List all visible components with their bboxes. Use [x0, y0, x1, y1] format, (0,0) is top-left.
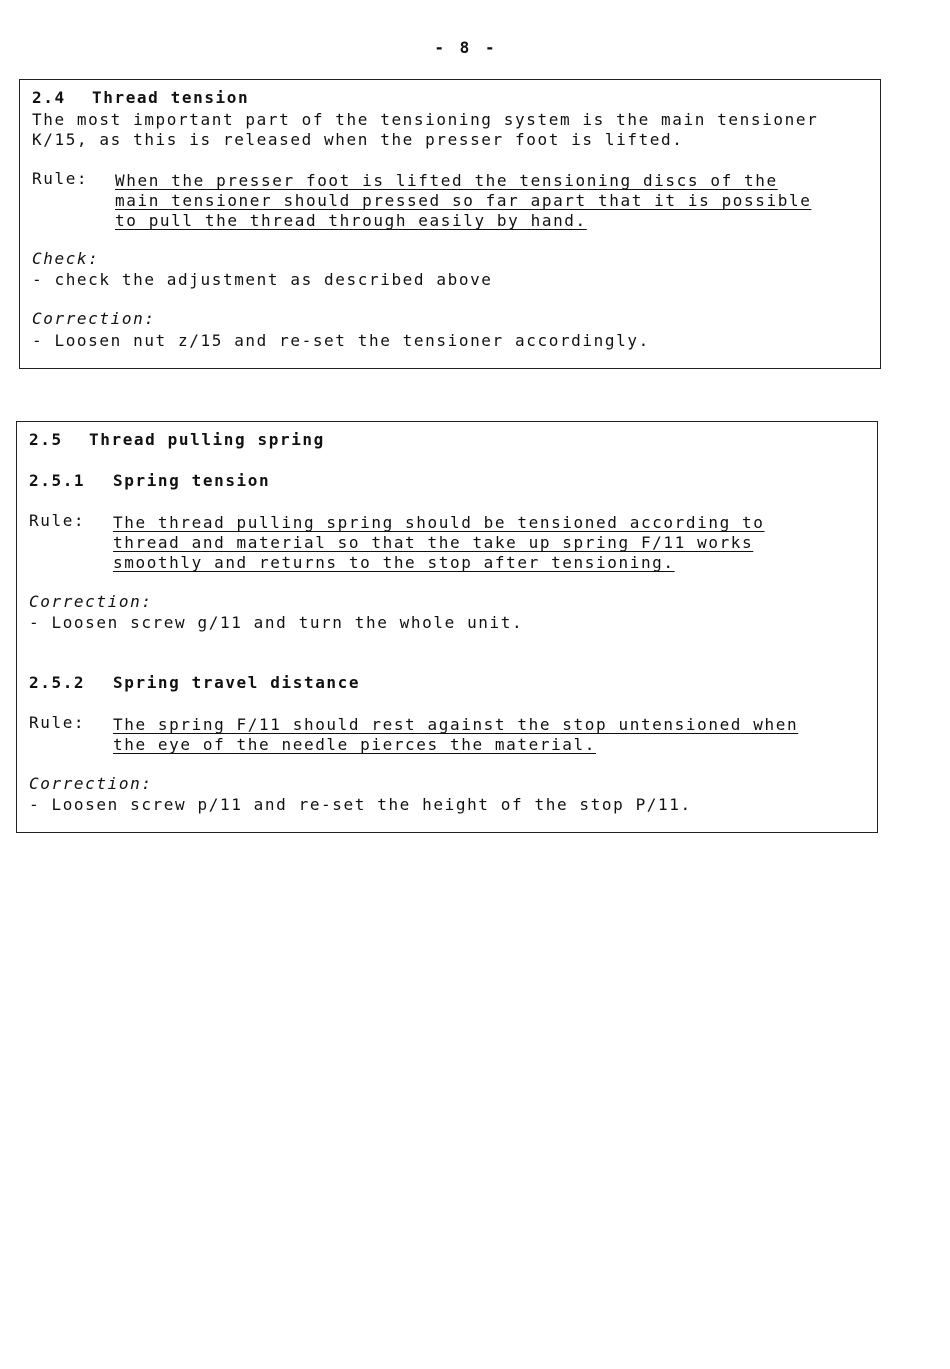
rule-line: The spring F/11 should rest against the stop untensioned when: [113, 715, 799, 734]
rule-label: Rule:: [29, 713, 86, 732]
rule-label: Rule:: [32, 169, 89, 188]
correction-label: Correction:: [29, 774, 153, 793]
section-2-4-intro-line: The most important part of the tensioning system is the main tensioner: [32, 110, 819, 129]
subsection-2-5-1-title: Spring tension: [113, 471, 271, 490]
section-2-5-title: Thread pulling spring: [89, 430, 325, 449]
section-2-5-box: [16, 421, 878, 833]
correction-text: - Loosen nut z/15 and re-set the tensioner accordingly.: [32, 331, 650, 350]
subsection-2-5-2-number: 2.5.2: [29, 673, 86, 692]
rule-line: smoothly and returns to the stop after tensioning.: [113, 553, 675, 572]
correction-label: Correction:: [32, 309, 156, 328]
rule-label: Rule:: [29, 511, 86, 530]
rule-line: the eye of the needle pierces the material.: [113, 735, 597, 754]
subsection-2-5-1-number: 2.5.1: [29, 471, 86, 490]
section-2-5-number: 2.5: [29, 430, 63, 449]
rule-line: thread and material so that the take up spring F/11 works: [113, 533, 754, 552]
rule-line: main tensioner should pressed so far apart that it is possible: [115, 191, 812, 210]
rule-line: When the presser foot is lifted the tensioning discs of the: [115, 171, 778, 190]
section-2-4-number: 2.4: [32, 88, 66, 107]
correction-text: - Loosen screw g/11 and turn the whole unit.: [29, 613, 524, 632]
correction-text: - Loosen screw p/11 and re-set the height of the stop P/11.: [29, 795, 692, 814]
check-text: - check the adjustment as described above: [32, 270, 493, 289]
page-number: - 8 -: [434, 38, 498, 57]
subsection-2-5-2-title: Spring travel distance: [113, 673, 361, 692]
section-2-4-title: Thread tension: [92, 88, 250, 107]
correction-label: Correction:: [29, 592, 153, 611]
rule-line: The thread pulling spring should be tensioned according to: [113, 513, 765, 532]
check-label: Check:: [32, 249, 100, 268]
section-2-4-box: [19, 79, 881, 369]
rule-line: to pull the thread through easily by hand.: [115, 211, 587, 230]
section-2-4-intro-line: K/15, as this is released when the presser foot is lifted.: [32, 130, 684, 149]
